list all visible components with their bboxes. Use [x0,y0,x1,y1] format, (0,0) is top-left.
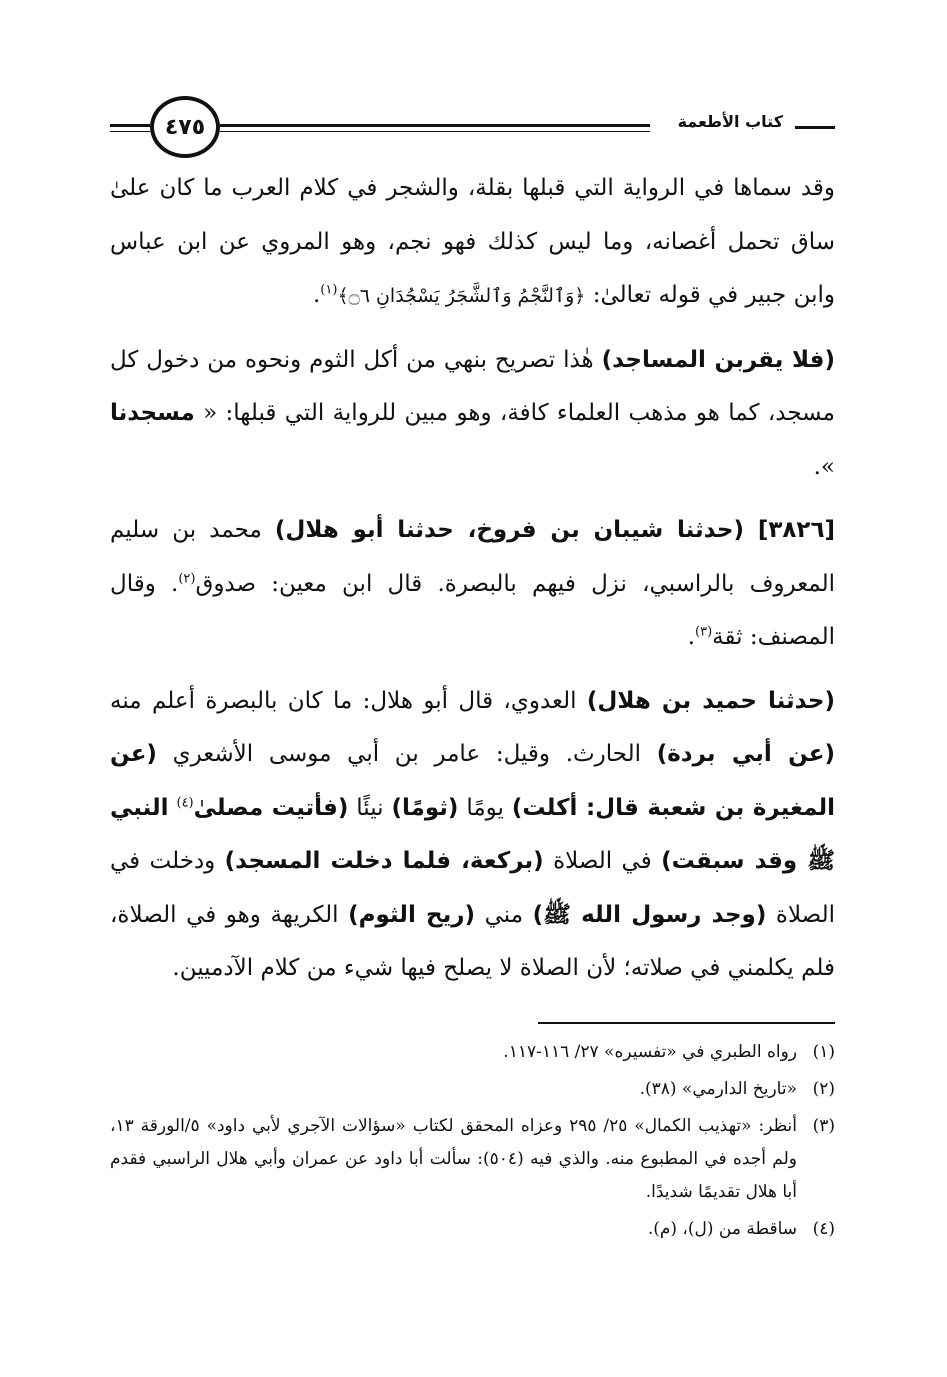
paragraph-text: العدوي، قال أبو هلال: ما كان بالبصرة أعلم منه [110,687,577,714]
footnote-ref-4: (٤) [176,794,194,810]
footnote-divider [538,1022,835,1024]
footnote: (٣) أنظر: «تهذيب الكمال» ٢٥/ ٢٩٥ وعزاه المحقق لكتاب «سؤالات الآجري لأبي داود» ٥/الورقة ١٣، ولم أجده في المطبوع منه. والذي فيه (٥٠٤): سألت أبا داود عن عمران وأبي هلال الراسبي فقدم أبا هلال تقديمًا شديدًا. [110,1116,835,1202]
header-rule-left-thin [110,131,150,132]
footnote: (٢) «تاريخ الدارمي» (٣٨). [639,1079,835,1099]
paragraph-text: وقد سماها في الرواية التي قبلها بقلة، والشجر في كلام العرب ما كان علىٰ ساق تحمل أغصانه، وما ليس كذلك فهو نجم، وهو المروي عن ابن عباس وابن جبير في قوله تعالىٰ: [110,175,835,308]
footnote-ref-1: (١) [320,282,338,298]
bold-phrase: (فلا يقربن المساجد) [601,346,835,373]
page-number: ٤٧٥ [150,96,220,158]
footnote: (٤) ساقطة من (ل)، (م). [647,1219,835,1239]
header-rule-thin [220,131,650,132]
paragraph-4: (حدثنا حميد بن هلال) العدوي، قال أبو هلال: ما كان بالبصرة أعلم منه (عن أبي بردة) الحارث. وقيل: عامر بن أبي موسى الأشعري (عن المغيرة بن شعبة قال: أكلت) يومًا (ثومًا) نيئًا (فأتيت مصلىٰ$^{(٤)}$ النبي ﷺ وقد سبقت) في الصلاة (بركعة، فلما دخلت المسجد) ودخلت في الصلاة (وجد رسول الله ﷺ) مني (ريح الثوم) الكريهة وهو في الصلاة، فلم يكلمني في صلاته؛ لأن الصلاة لا يصلح فيها شيء من كلام الآدميين. [110,687,836,981]
footnotes [110,1036,835,1250]
hadith-number: [٣٨٢٦] (حدثنا شيبان بن فروخ، حدثنا أبو هلال) [274,517,835,543]
footnote: (١) رواه الطبري في «تفسيره» ٢٧/ ١١٦-١١٧. [503,1042,835,1062]
header-rule-right [795,126,835,129]
paragraph-text: محمد بن سليم المعروف بالراسبي، نزل فيهم بالبصرة. قال ابن معين: صدوق [110,517,835,597]
quran-verse: ﴿وَٱلنَّجْمُ وَٱلشَّجَرُ يَسْجُدَانِ ۝٦﴾ [337,285,586,307]
paragraph-text: تصريح بنهي من أكل الثوم ونحوه من دخول كل مسجد، كما هو مذهب العلماء كافة، وهو مبين للرواية التي قبلها: [110,346,836,426]
paragraph-1: وقد سماها في الرواية التي قبلها بقلة، والشجر في كلام العرب ما كان علىٰ ساق تحمل أغصانه، وما ليس كذلك فهو نجم، وهو المروي عن ابن عباس وابن جبير في قوله تعالىٰ: ﴿وَٱلنَّجْمُ وَٱلشَّجَرُ يَسْجُدَانِ ۝٦﴾$^{(١)}$. [110,175,835,308]
header-rule [220,124,650,127]
paragraph-2: (فلا يقربن المساجد) هٰذا تصريح بنهي من أكل الثوم ونحوه من دخول كل مسجد، كما هو مذهب العلماء كافة، وهو مبين للرواية التي قبلها: « مسجدنا ». [110,346,836,480]
footnote-ref-3: (٣) [695,624,713,640]
running-title: كتاب الأطعمة [672,112,789,131]
paragraph-3: [٣٨٢٦] (حدثنا شيبان بن فروخ، حدثنا أبو هلال) محمد بن سليم المعروف بالراسبي، نزل فيهم بالبصرة. قال ابن معين: صدوق$^{(٢)}$. وقال المصنف: ثقة$^{(٣)}$. [110,517,835,650]
header-rule-left [110,124,150,127]
page-header [110,96,835,158]
main-text [110,162,835,1006]
footnote-ref-2: (٢) [178,570,196,586]
